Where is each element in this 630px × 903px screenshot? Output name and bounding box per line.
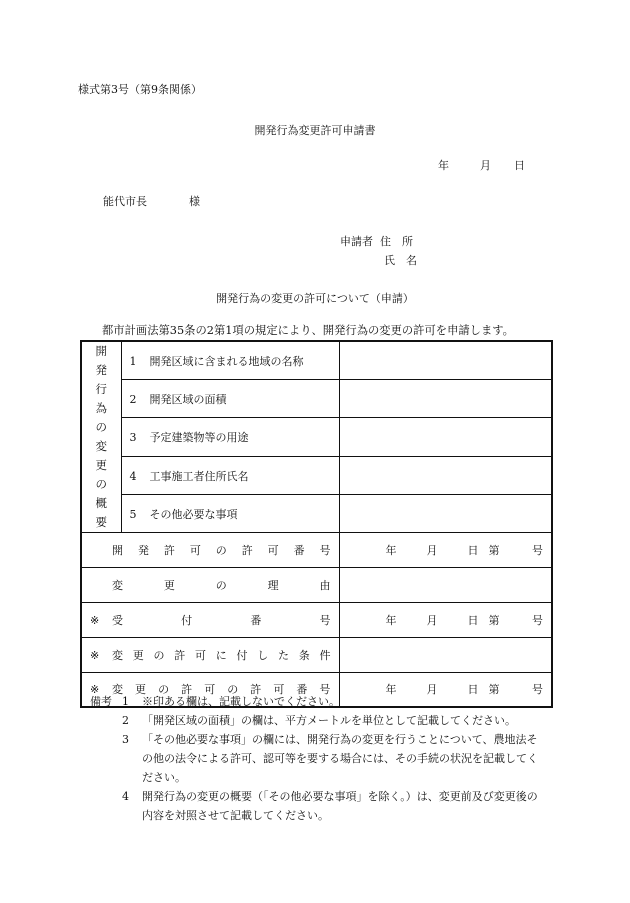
notes-label: 備考: [90, 695, 112, 708]
date-label-day: 日: [467, 614, 479, 627]
overview-heading-char: 概: [95, 496, 107, 510]
table-row: [81, 341, 552, 380]
date-label-dai: 第: [488, 614, 500, 627]
row-label-char: の: [215, 579, 227, 592]
unrecorded-mark: ※: [90, 648, 100, 662]
row-label-char: 変: [112, 649, 123, 662]
date-year-label: 年: [438, 159, 449, 172]
row-label-char: 可: [189, 544, 201, 557]
table-row: [81, 638, 552, 673]
table-row: [81, 380, 552, 418]
row-label-char: 番: [296, 683, 308, 697]
row-label-char: に: [215, 649, 227, 662]
notes-section: 備考 1 ※印ある欄は、記載しないでください。 2 「開発区域の面積」の欄は、平方メートルを単位として記載してください。 3 「その他必要な事項」の欄には、開発行為の変更を行うことについて、農地法その他の法令による許可、認可等を要する場合には、その手続の状況を記載してください。 4 開発行為の変更の概要（「その他必要な事項」を除く。）は、変更前及び変更後の内容を対照させて記載してください。: [90, 692, 547, 825]
row-label-char: の: [158, 683, 170, 697]
receipt-number-field[interactable]: [339, 603, 552, 638]
date-label-go: 号: [532, 544, 543, 557]
note-text: ※印ある欄は、記載しないでください。: [142, 695, 340, 708]
date-label-year: 年: [385, 683, 397, 697]
row-label-char: 可: [195, 649, 206, 662]
row-label-char: 付: [181, 614, 193, 627]
date-label-day: 日: [467, 544, 479, 557]
change-conditions-label: [81, 638, 339, 673]
row-label-char: 番: [293, 544, 305, 557]
row-label-char: 許: [163, 544, 175, 557]
row-label-char: 号: [319, 683, 331, 697]
row-label-char: 件: [319, 649, 331, 662]
item-3-value-field[interactable]: [339, 418, 552, 457]
row-label-char: 番: [250, 614, 262, 627]
applicant-address-label: 住 所: [380, 235, 413, 248]
note-text: 開発行為の変更の概要（「その他必要な事項」を除く。）は、変更前及び変更後の内容を対照させて記載してください。: [142, 790, 538, 822]
table-row: [81, 495, 552, 533]
row-label-char: の: [215, 544, 227, 557]
row-label-char: 号: [319, 614, 331, 627]
applicant-role: 申請者: [340, 235, 373, 248]
permit-number-field[interactable]: [339, 533, 552, 568]
row-label-char: 更: [135, 683, 147, 697]
row-label-char: 更: [163, 579, 175, 592]
row-label-char: 許: [181, 683, 193, 697]
receipt-number-label: [81, 603, 339, 638]
table-row: [81, 533, 552, 568]
row-label-char: し: [257, 649, 269, 662]
table-row: [81, 418, 552, 457]
row-label-char: 発: [137, 544, 149, 557]
overview-heading-char: の: [95, 420, 107, 434]
addressee-name: 能代市長: [103, 195, 147, 208]
row-label-char: の: [153, 649, 165, 662]
date-label-go: 号: [532, 614, 543, 627]
row-label-char: 可: [204, 683, 216, 697]
item-4-value-field[interactable]: [339, 457, 552, 495]
row-label-char: 許: [250, 683, 262, 697]
item-label: 3 予定建築物等の用途: [121, 418, 339, 457]
row-label-char: た: [278, 649, 289, 662]
change-conditions-field[interactable]: [339, 638, 552, 673]
date-label-year: 年: [385, 614, 397, 627]
date-label-month: 月: [426, 614, 438, 627]
overview-heading-char: 要: [95, 515, 107, 529]
item-2-value-field[interactable]: [339, 380, 552, 418]
subject-line: 開発行為の変更の許可について（申請）: [216, 292, 414, 305]
overview-heading-char: 為: [95, 401, 107, 415]
row-label-char: 号: [319, 544, 331, 557]
date-month-label: 月: [480, 159, 491, 172]
date-label-day: 日: [467, 683, 479, 697]
page-title: 開発行為変更許可申請書: [254, 124, 376, 137]
permit-number-label: [81, 533, 339, 568]
overview-heading-char: 行: [95, 382, 107, 396]
change-reason-field[interactable]: [339, 568, 552, 603]
row-label-char: 受: [112, 614, 123, 627]
row-label-char: 条: [298, 649, 310, 662]
overview-heading-char: 更: [95, 458, 107, 472]
date-day-label: 日: [514, 159, 525, 172]
row-label-char: 可: [273, 683, 285, 697]
item-5-value-field[interactable]: [339, 495, 552, 533]
overview-heading-char: の: [95, 477, 107, 491]
unrecorded-mark: ※: [90, 682, 100, 696]
overview-heading-char: 変: [95, 439, 107, 453]
change-reason-label: [81, 568, 339, 603]
application-date: [438, 157, 525, 173]
row-label-char: 開: [112, 544, 123, 557]
item-label: 4 工事施工者住所氏名: [121, 457, 339, 495]
date-label-dai: 第: [488, 544, 500, 557]
unrecorded-mark: ※: [90, 613, 100, 627]
row-label-char: 理: [267, 579, 279, 592]
table-row: [81, 603, 552, 638]
form-number: 様式第3号（第9条関係）: [78, 83, 202, 96]
overview-heading: [81, 341, 121, 533]
row-label-char: 可: [267, 544, 279, 557]
applicant-block: [340, 232, 417, 270]
item-label: 2 開発区域の面積: [121, 380, 339, 418]
note-text: 「開発区域の面積」の欄は、平方メートルを単位として記載してください。: [142, 714, 516, 727]
row-label-char: 許: [174, 649, 186, 662]
row-label-char: 付: [236, 649, 248, 662]
row-label-char: 許: [241, 544, 253, 557]
note-text: 「その他必要な事項」の欄には、開発行為の変更を行うことについて、農地法その他の法令による許可、認可等を要する場合には、その手続の状況を記載してください。: [142, 733, 538, 784]
item-label: 5 その他必要な事項: [121, 495, 339, 533]
date-label-go: 号: [532, 683, 543, 697]
applicant-name-label: 氏 名: [384, 254, 417, 267]
date-label-month: 月: [426, 683, 438, 697]
item-label: 1 開発区域に含まれる地域の名称: [121, 341, 339, 380]
row-label-char: の: [227, 683, 239, 697]
addressee-honorific: 様: [189, 195, 200, 208]
overview-heading-char: 開: [95, 344, 107, 358]
row-label-char: 変: [112, 683, 123, 697]
application-table: [80, 340, 553, 708]
addressee: [103, 193, 200, 209]
table-row: [81, 568, 552, 603]
date-label-year: 年: [385, 544, 397, 557]
date-label-month: 月: [426, 544, 438, 557]
item-1-value-field[interactable]: [339, 341, 552, 380]
row-label-char: 由: [319, 579, 331, 592]
date-label-dai: 第: [488, 683, 500, 697]
table-row: [81, 457, 552, 495]
row-label-char: 更: [132, 649, 144, 662]
intro-text: 都市計画法第35条の2第1項の規定により、開発行為の変更の許可を申請します。: [102, 324, 514, 337]
overview-heading-char: 発: [95, 363, 107, 377]
row-label-char: 変: [112, 579, 123, 592]
